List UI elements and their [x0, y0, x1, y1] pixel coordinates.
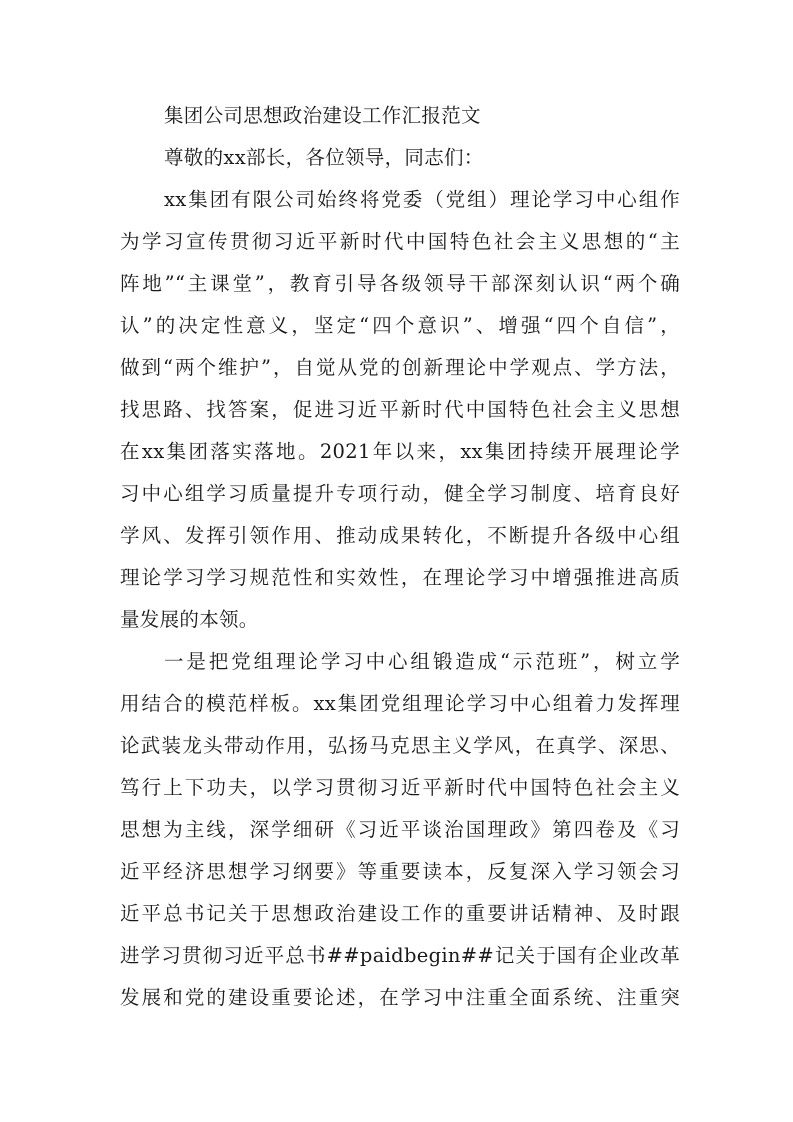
paragraph-line: 论武装龙头带动作用，弘扬马克思主义学风，在真学、深思、: [120, 734, 680, 757]
document-body: [120, 95, 680, 1019]
paragraph-line: 思想为主线，深学细研《习近平谈治国理政》第四卷及《习: [120, 818, 680, 841]
paragraph-line: 为学习宣传贯彻习近平新时代中国特色社会主义思想的“主: [120, 230, 680, 253]
paragraph-line: 学风、发挥引领作用、推动成果转化，不断提升各级中心组: [120, 524, 680, 547]
paragraph-line: 找思路、找答案，促进习近平新时代中国特色社会主义思想: [120, 398, 680, 421]
paragraph-line: 量发展的本领。: [120, 608, 259, 631]
paragraph-line: 一是把党组理论学习中心组锻造成“示范班”，树立学: [164, 650, 680, 673]
paragraph-1: [120, 179, 680, 641]
paragraph-line: 用结合的模范样板。xx集团党组理论学习中心组着力发挥理: [120, 692, 680, 715]
paragraph-line: 发展和党的建设重要论述，在学习中注重全面系统、注重突: [120, 986, 680, 1009]
paragraph-line: 阵地”“主课堂”，教育引导各级领导干部深刻认识“两个确: [120, 272, 680, 295]
salutation: 尊敬的xx部长，各位领导，同志们：: [164, 146, 484, 169]
document-title: 集团公司思想政治建设工作汇报范文: [164, 104, 481, 127]
paragraph-line: 认”的决定性意义，坚定“四个意识”、增强“四个自信”，: [120, 314, 680, 337]
paragraph-line: 理论学习学习规范性和实效性，在理论学习中增强推进高质: [120, 566, 680, 589]
paragraph-line: 近平经济思想学习纲要》等重要读本，反复深入学习领会习: [120, 860, 680, 883]
paragraph-line: 在xx集团落实落地。2021年以来，xx集团持续开展理论学: [120, 440, 680, 463]
paragraph-2: [120, 641, 680, 1019]
paragraph-line: 进学习贯彻习近平总书##paidbegin##记关于国有企业改革: [120, 944, 680, 967]
paragraph-line: 近平总书记关于思想政治建设工作的重要讲话精神、及时跟: [120, 902, 680, 925]
paragraph-line: 做到“两个维护”，自觉从党的创新理论中学观点、学方法，: [120, 356, 680, 379]
paragraph-line: 笃行上下功夫，以学习贯彻习近平新时代中国特色社会主义: [120, 776, 680, 799]
paragraph-line: 习中心组学习质量提升专项行动，健全学习制度、培育良好: [120, 482, 680, 505]
paragraph-line: xx集团有限公司始终将党委（党组）理论学习中心组作: [164, 188, 680, 211]
